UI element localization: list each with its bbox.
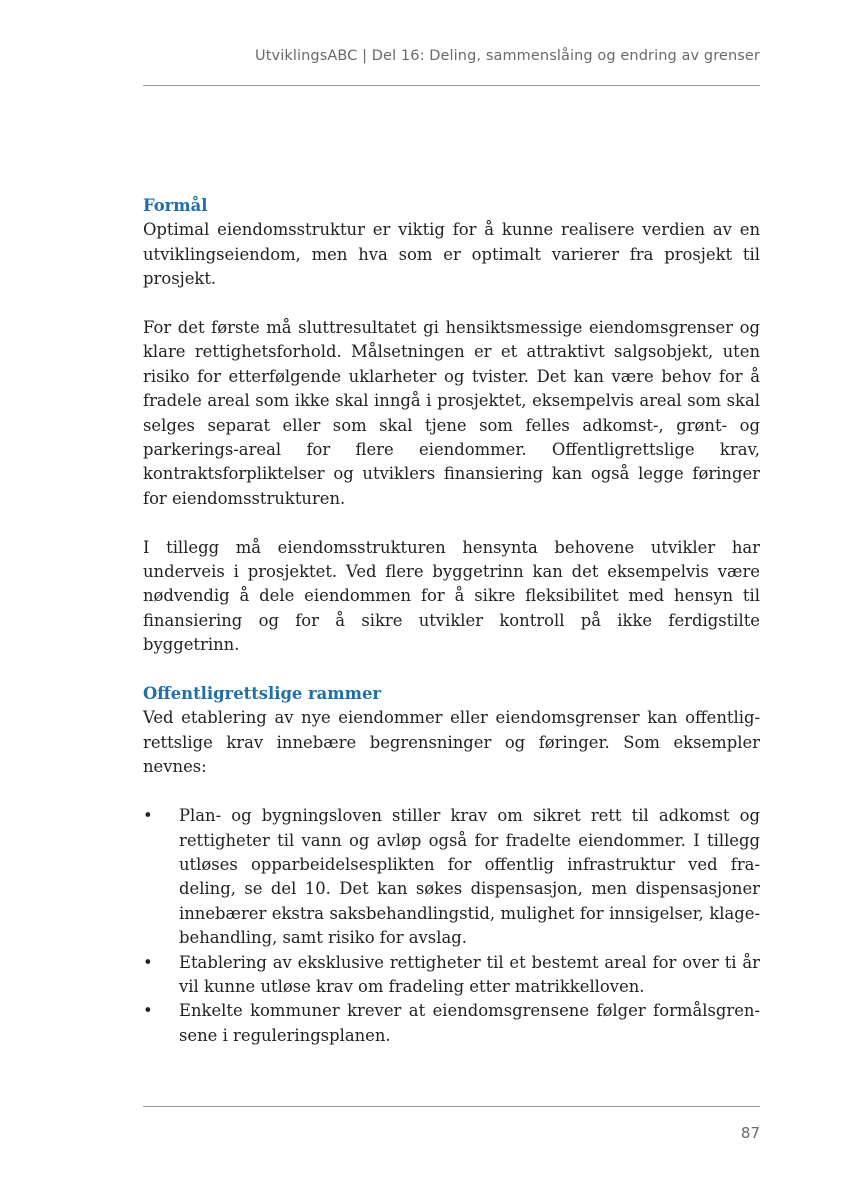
paragraph: For det første må sluttresultatet gi hensiktsmessige eiendomsgrenser og klare rettighetsforhold. Målsetningen er et attraktivt salgsobjekt, uten risiko for etterfølgende uklarheter og tvister. Det kan være behov for å fradele areal som ikke skal inngå i prosjektet, eksempelvis areal som skal selges separat eller som skal tjene som felles adkomst-, grønt- og parkerings-areal for flere eiendommer. Offentligrettslige krav, kontraktsforpliktelser og utviklers finansiering kan også legge føringer for eiendomsstrukturen. [143, 318, 760, 508]
header-divider [143, 85, 760, 86]
list-item-text: Etablering av eksklusive rettigheter til et bestemt areal for over ti år vil kunne utløse krav om fradeling etter matrikkelloven. [179, 952, 760, 996]
list-item [143, 951, 760, 1000]
bullet-icon: • [143, 1001, 153, 1021]
paragraph: Optimal eiendomsstruktur er viktig for å kunne realisere verdien av en utviklingseiendom, men hva som er optimalt varierer fra prosjekt til prosjekt. [143, 220, 760, 289]
bullet-icon: • [143, 806, 153, 826]
list-item [143, 804, 760, 950]
page-body [143, 194, 760, 1048]
bullet-icon: • [143, 952, 153, 972]
paragraph: I tillegg må eiendomsstrukturen hensynta behovene utvikler har underveis i prosjektet. Ved flere byggetrinn kan det eksempelvis være nødvendig å dele eiendommen for å sikre fleksibilitet med hensyn til finansiering og for å sikre utvikler kontroll på ikke ferdigstilte byggetrinn. [143, 537, 760, 655]
list-item-text: Enkelte kommuner krever at eiendomsgrensene følger formålsgren-sene i reguleringsplanen. [179, 1001, 760, 1045]
paragraph: Ved etablering av nye eiendommer eller eiendomsgrenser kan offentlig-rettslige krav innebære begrensninger og føringer. Som eksempler nevnes: [143, 708, 760, 777]
running-header: UtviklingsABC | Del 16: Deling, sammenslåing og endring av grenser [255, 48, 760, 64]
page-number: 87 [740, 1124, 760, 1142]
list-item [143, 999, 760, 1048]
footer-divider [143, 1106, 760, 1107]
bullet-list [143, 804, 760, 1048]
section-heading-offentligrettslige-rammer: Offentligrettslige rammer [143, 684, 382, 704]
list-item-text: Plan- og bygningsloven stiller krav om sikret rett til adkomst og rettigheter til vann og avløp også for fradelte eiendommer. I tillegg utløses opparbeidelsesplikten for offentlig infrastruktur ved fra-deling, se del 10. Det kan søkes dispensasjon, men dispensasjoner innebærer ekstra saksbehandlingstid, mulighet for innsigelser, klage-behandling, samt risiko for avslag. [179, 806, 760, 948]
section-heading-formal: Formål [143, 196, 208, 215]
